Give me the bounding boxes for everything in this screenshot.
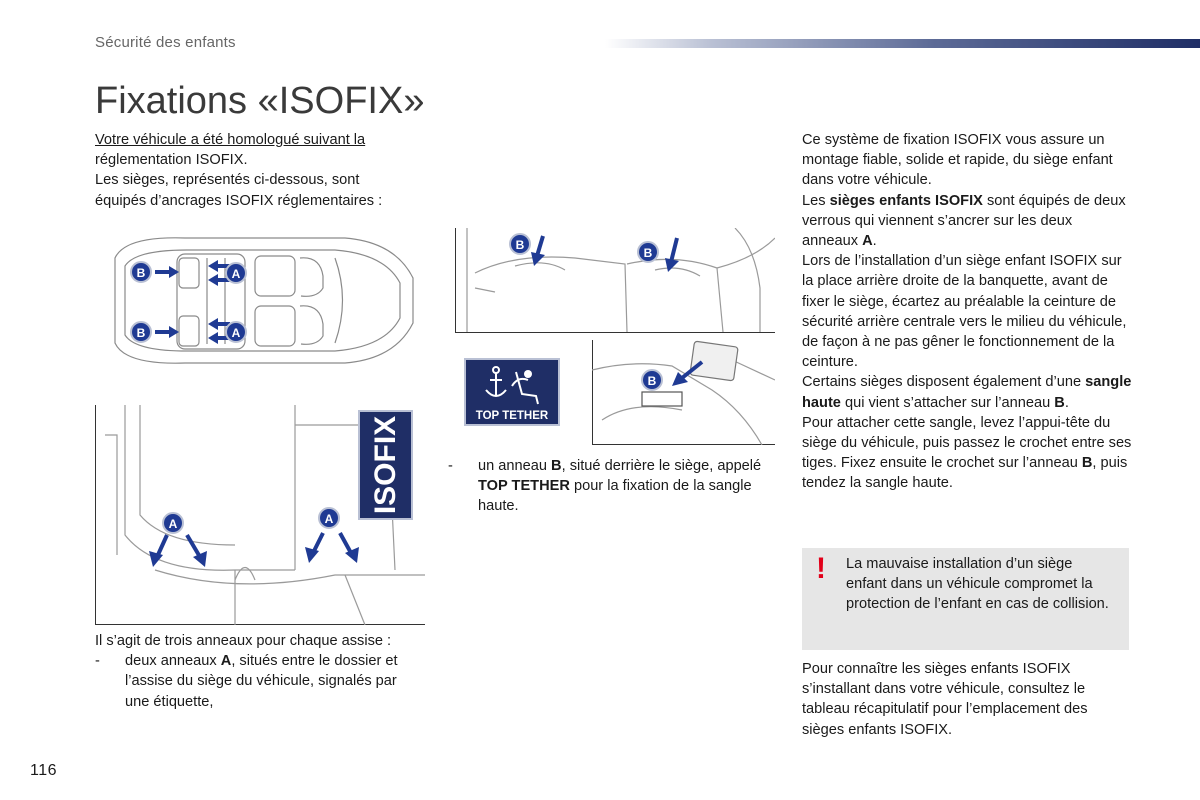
- section-title: Sécurité des enfants: [95, 34, 236, 51]
- para-4: Certains sièges disposent également d’une sangle haute qui vient s’attacher sur l’anneau B.: [802, 374, 1132, 411]
- badge-b-hook: [642, 370, 662, 390]
- para-5: Pour attacher cette sangle, levez l’appui-tête du siège du véhicule, puis passez le crochet entre ses tiges. Fixez ensuite le crochet sur l’anneau B, puis tendez la sangle haute.: [802, 414, 1132, 492]
- top-tether-sign: [464, 358, 560, 426]
- anchors-a-text: [95, 631, 425, 712]
- badge-a-top-2: [226, 322, 246, 342]
- warning-icon: !: [816, 552, 826, 585]
- intro-line-2: réglementation ISOFIX.: [95, 152, 248, 169]
- svg-text:A: A: [231, 267, 241, 281]
- page-number: 116: [30, 762, 58, 779]
- intro-line-3: Les sièges, représentés ci-dessous, sont: [95, 172, 360, 189]
- anchor-b-text: [448, 456, 773, 517]
- header-gradient-bar: [605, 39, 1200, 48]
- svg-text:B: B: [515, 238, 525, 252]
- anchors-intro: Il s’agit de trois anneaux pour chaque assise :: [95, 633, 392, 649]
- badge-a-seat-2: [319, 508, 339, 528]
- badge-b-top-2: [131, 322, 151, 342]
- seatback-top-tether-illustration: [455, 228, 775, 333]
- svg-text:TOP TETHER: TOP TETHER: [475, 410, 549, 422]
- list-dash: -: [448, 458, 453, 474]
- car-top-view-illustration: [95, 228, 425, 373]
- intro-text: [95, 130, 425, 211]
- tether-hook-illustration: [592, 340, 775, 445]
- badge-b-seatback-2: [638, 242, 658, 262]
- svg-text:ISOFIX: ISOFIX: [369, 415, 402, 515]
- page-title: Fixations «ISOFIX»: [95, 80, 425, 122]
- warning-box: [802, 548, 1129, 650]
- svg-text:A: A: [231, 326, 241, 340]
- badge-a-top-1: [226, 263, 246, 283]
- svg-text:B: B: [136, 326, 146, 340]
- para-2: Les sièges enfants ISOFIX sont équipés de deux verrous qui viennent s’ancrer sur les deux anneaux A.: [802, 192, 1126, 250]
- svg-text:B: B: [643, 246, 653, 260]
- isofix-label: [360, 412, 411, 518]
- anchor-child-seat-icon: [466, 360, 558, 424]
- svg-text:B: B: [136, 266, 146, 280]
- isofix-label-box: [358, 410, 413, 520]
- badge-b-top-1: [131, 262, 151, 282]
- intro-line-1: Votre véhicule a été homologué suivant la: [95, 132, 366, 148]
- badge-a-seat-1: [163, 513, 183, 533]
- svg-text:A: A: [168, 517, 178, 531]
- svg-text:A: A: [324, 512, 334, 526]
- warning-text: La mauvaise installation d’un siège enfant dans un véhicule compromet la protection de l’enfant en cas de collision.: [846, 556, 1109, 613]
- isofix-description: [802, 130, 1132, 494]
- para-3: Lors de l’installation d’un siège enfant ISOFIX sur la place arrière droite de la banquette, avant de fixer le siège, écartez au préalable la ceinture de sécurité arrière centrale vers le milieu du véhicule, de façon à ne pas gêner le fonctionnement de la ceinture.: [802, 253, 1127, 371]
- list-item: - un anneau B, situé derrière le siège, appelé TOP TETHER pour la fixation de la sangle haute.: [448, 458, 762, 515]
- list-dash: -: [95, 653, 100, 670]
- para-1: Ce système de fixation ISOFIX vous assure un montage fiable, solide et rapide, du siège enfant dans votre véhicule.: [802, 132, 1113, 189]
- svg-text:B: B: [647, 374, 657, 388]
- badge-b-seatback-1: [510, 234, 530, 254]
- isofix-table-reference: Pour connaître les sièges enfants ISOFIX s’installant dans votre véhicule, consultez le tableau récapitulatif pour l’emplacement des sièges enfants ISOFIX.: [802, 661, 1088, 738]
- list-item: - deux anneaux A, situés entre le dossier et l’assise du siège du véhicule, signalés par une étiquette,: [95, 653, 398, 710]
- intro-line-4: équipés d’ancrages ISOFIX réglementaires :: [95, 192, 383, 209]
